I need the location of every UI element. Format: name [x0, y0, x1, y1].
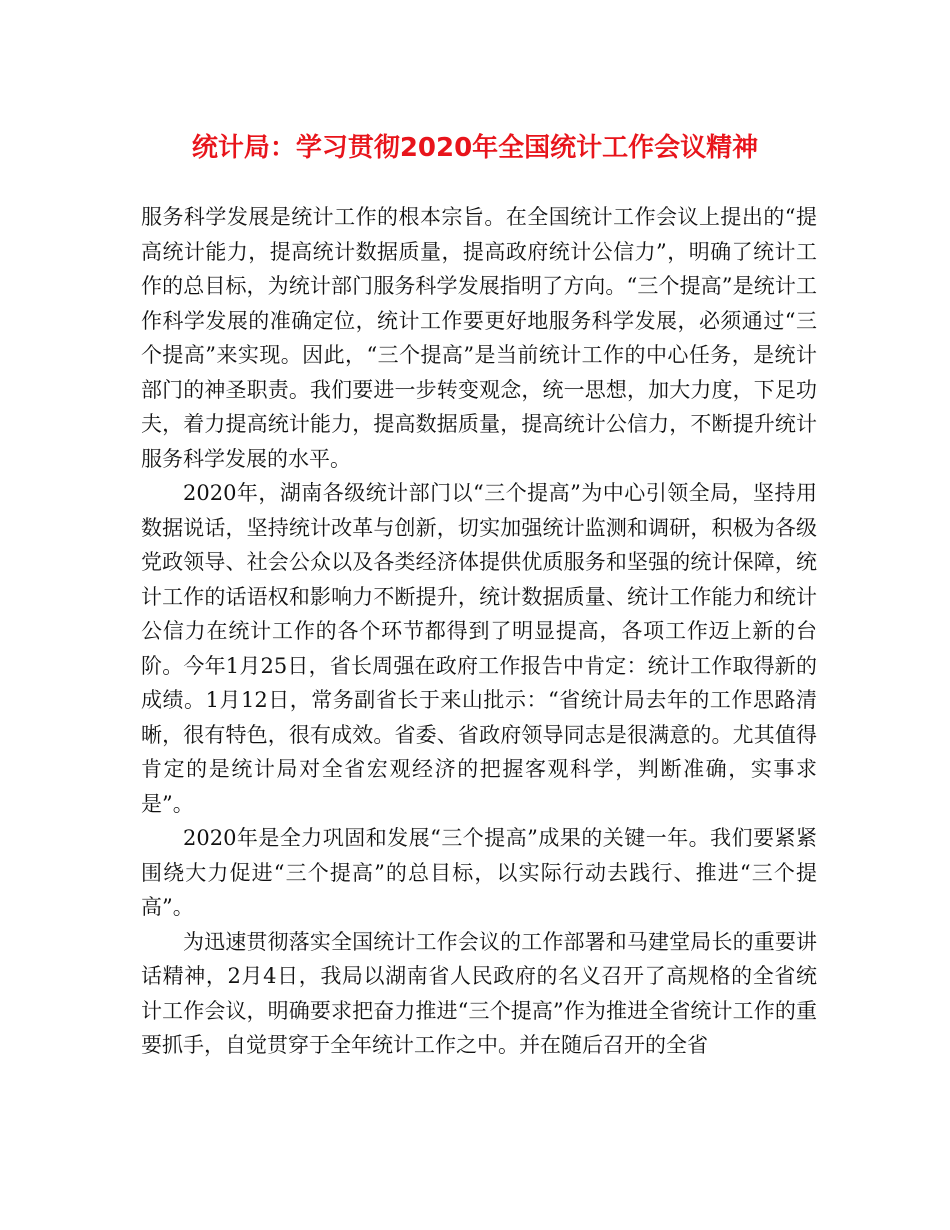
paragraph-3: 2020年是全力巩固和发展“三个提高”成果的关键一年。我们要紧紧围绕大力促进“三个提高”的总目标，以实际行动去践行、推进“三个提高”。: [141, 826, 817, 919]
paragraph-2: 2020年，湖南各级统计部门以“三个提高”为中心引领全局，坚持用数据说话，坚持统计改革与创新，切实加强统计监测和调研，积极为各级党政领导、社会公众以及各类经济体提供优质服务和坚强的统计保障，统计工作的话语权和影响力不断提升，统计数据质量、统计工作能力和统计公信力在统计工作的各个环节都得到了明显提高，各项工作迈上新的台阶。今年1月25日，省长周强在政府工作报告中肯定：统计工作取得新的成绩。1月12日，常务副省长于来山批示：“省统计局去年的工作思路清晰，很有特色，很有成效。省委、省政府领导同志是很满意的。尤其值得肯定的是统计局对全省宏观经济的把握客观科学，判断准确，实事求是”。: [141, 481, 817, 816]
document-body: [141, 200, 817, 1063]
page-title: 统计局：学习贯彻2020年全国统计工作会议精神: [191, 133, 759, 163]
paragraph-1: 服务科学发展是统计工作的根本宗旨。在全国统计工作会议上提出的“提高统计能力，提高统计数据质量，提高政府统计公信力”，明确了统计工作的总目标，为统计部门服务科学发展指明了方向。“三个提高”是统计工作科学发展的准确定位，统计工作要更好地服务科学发展，必须通过“三个提高”来实现。因此，“三个提高”是当前统计工作的中心任务，是统计部门的神圣职责。我们要进一步转变观念，统一思想，加大力度，下足功夫，着力提高统计能力，提高数据质量，提高统计公信力，不断提升统计服务科学发展的水平。: [141, 205, 817, 471]
paragraph-4: 为迅速贯彻落实全国统计工作会议的工作部署和马建堂局长的重要讲话精神，2月4日，我局以湖南省人民政府的名义召开了高规格的全省统计工作会议，明确要求把奋力推进“三个提高”作为推进全省统计工作的重要抓手，自觉贯穿于全年统计工作之中。并在随后召开的全省: [141, 929, 817, 1057]
